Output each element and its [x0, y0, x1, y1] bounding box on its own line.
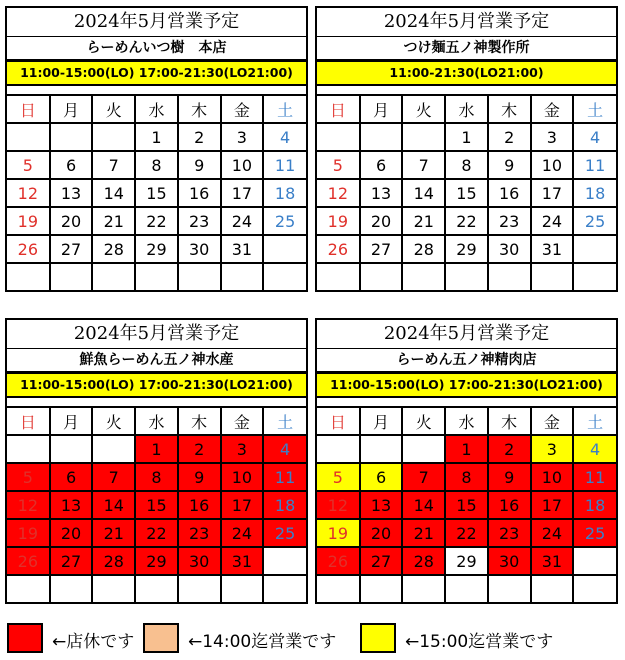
- day-cell-31: 31: [531, 547, 574, 575]
- day-cell-24: 24: [531, 519, 574, 547]
- day-cell-29: 29: [135, 235, 178, 263]
- empty-cell: [573, 235, 616, 263]
- day-cell-2: 2: [178, 123, 221, 151]
- empty-cell: [360, 123, 403, 151]
- calendar-grid: [7, 406, 306, 602]
- calendar-title: 2024年5月営業予定: [7, 8, 306, 37]
- day-cell-10: 10: [531, 151, 574, 179]
- day-cell-1: 1: [445, 435, 488, 463]
- weekday-header: 月: [360, 95, 403, 123]
- day-cell-22: 22: [445, 207, 488, 235]
- day-cell-23: 23: [178, 207, 221, 235]
- empty-cell: [50, 263, 93, 290]
- calendar-panel-suisan: [5, 318, 308, 604]
- day-cell-7: 7: [92, 151, 135, 179]
- day-cell-23: 23: [178, 519, 221, 547]
- day-cell-21: 21: [92, 207, 135, 235]
- weekday-header: 土: [573, 407, 616, 435]
- day-cell-3: 3: [221, 435, 264, 463]
- weekday-header: 日: [7, 95, 50, 123]
- weekday-header: 日: [317, 407, 360, 435]
- empty-cell: [263, 263, 306, 290]
- day-cell-2: 2: [178, 435, 221, 463]
- legend-until15-swatch: [360, 623, 396, 653]
- day-cell-18: 18: [573, 491, 616, 519]
- calendar-grid: [7, 94, 306, 290]
- day-cell-20: 20: [360, 207, 403, 235]
- empty-cell: [135, 575, 178, 602]
- weekday-header: 火: [402, 95, 445, 123]
- day-cell-14: 14: [92, 491, 135, 519]
- day-cell-12: 12: [317, 179, 360, 207]
- day-cell-29: 29: [445, 547, 488, 575]
- day-cell-8: 8: [445, 463, 488, 491]
- day-cell-24: 24: [221, 519, 264, 547]
- day-cell-12: 12: [317, 491, 360, 519]
- empty-cell: [402, 575, 445, 602]
- legend-closed-swatch: [7, 623, 43, 653]
- day-cell-26: 26: [7, 235, 50, 263]
- day-cell-21: 21: [402, 519, 445, 547]
- day-cell-28: 28: [92, 547, 135, 575]
- day-cell-25: 25: [263, 519, 306, 547]
- day-cell-19: 19: [7, 519, 50, 547]
- empty-cell: [178, 263, 221, 290]
- day-cell-18: 18: [263, 179, 306, 207]
- weekday-header: 水: [135, 95, 178, 123]
- day-cell-31: 31: [531, 235, 574, 263]
- empty-cell: [92, 575, 135, 602]
- empty-cell: [7, 435, 50, 463]
- calendar-panel-seinikuten: [315, 318, 618, 604]
- day-cell-16: 16: [178, 179, 221, 207]
- empty-cell: [573, 263, 616, 290]
- day-cell-20: 20: [50, 207, 93, 235]
- day-cell-19: 19: [7, 207, 50, 235]
- empty-cell: [360, 263, 403, 290]
- day-cell-25: 25: [573, 519, 616, 547]
- empty-cell: [50, 575, 93, 602]
- weekday-header: 水: [445, 407, 488, 435]
- shop-name: つけ麺五ノ神製作所: [317, 37, 616, 60]
- day-cell-17: 17: [531, 179, 574, 207]
- empty-cell: [445, 263, 488, 290]
- weekday-header: 木: [178, 407, 221, 435]
- business-hours: 11:00-21:30(LO21:00): [315, 60, 618, 86]
- day-cell-22: 22: [445, 519, 488, 547]
- day-cell-17: 17: [531, 491, 574, 519]
- weekday-header: 火: [92, 407, 135, 435]
- empty-cell: [317, 263, 360, 290]
- empty-cell: [360, 575, 403, 602]
- day-cell-20: 20: [360, 519, 403, 547]
- weekday-header: 月: [360, 407, 403, 435]
- day-cell-5: 5: [317, 463, 360, 491]
- empty-cell: [317, 435, 360, 463]
- day-cell-26: 26: [317, 547, 360, 575]
- day-cell-28: 28: [92, 235, 135, 263]
- day-cell-30: 30: [488, 547, 531, 575]
- weekday-header: 土: [573, 95, 616, 123]
- weekday-header: 木: [488, 95, 531, 123]
- day-cell-16: 16: [488, 491, 531, 519]
- shop-name: らーめんいつ樹 本店: [7, 37, 306, 60]
- day-cell-13: 13: [360, 491, 403, 519]
- day-cell-14: 14: [402, 491, 445, 519]
- empty-cell: [50, 435, 93, 463]
- day-cell-7: 7: [402, 463, 445, 491]
- empty-cell: [221, 575, 264, 602]
- day-cell-5: 5: [317, 151, 360, 179]
- day-cell-6: 6: [360, 151, 403, 179]
- day-cell-19: 19: [317, 207, 360, 235]
- day-cell-24: 24: [531, 207, 574, 235]
- day-cell-27: 27: [50, 235, 93, 263]
- calendar-title: 2024年5月営業予定: [317, 8, 616, 37]
- day-cell-9: 9: [178, 463, 221, 491]
- day-cell-25: 25: [573, 207, 616, 235]
- day-cell-11: 11: [573, 463, 616, 491]
- empty-cell: [92, 435, 135, 463]
- day-cell-31: 31: [221, 547, 264, 575]
- day-cell-14: 14: [92, 179, 135, 207]
- empty-cell: [92, 123, 135, 151]
- day-cell-12: 12: [7, 179, 50, 207]
- empty-cell: [445, 575, 488, 602]
- day-cell-30: 30: [178, 235, 221, 263]
- empty-cell: [531, 575, 574, 602]
- empty-cell: [317, 575, 360, 602]
- day-cell-30: 30: [178, 547, 221, 575]
- weekday-header: 月: [50, 95, 93, 123]
- empty-cell: [488, 263, 531, 290]
- weekday-header: 水: [445, 95, 488, 123]
- day-cell-14: 14: [402, 179, 445, 207]
- weekday-header: 金: [221, 95, 264, 123]
- day-cell-22: 22: [135, 207, 178, 235]
- calendar-grid: [317, 94, 616, 290]
- weekday-header: 火: [402, 407, 445, 435]
- day-cell-18: 18: [573, 179, 616, 207]
- day-cell-27: 27: [360, 547, 403, 575]
- weekday-header: 土: [263, 95, 306, 123]
- day-cell-7: 7: [92, 463, 135, 491]
- calendar-panel-honten: [5, 6, 308, 292]
- legend-closed-label: ←店休です: [52, 632, 135, 652]
- day-cell-4: 4: [263, 435, 306, 463]
- day-cell-5: 5: [7, 151, 50, 179]
- empty-cell: [531, 263, 574, 290]
- empty-cell: [7, 263, 50, 290]
- empty-cell: [263, 547, 306, 575]
- calendar-title: 2024年5月営業予定: [317, 320, 616, 349]
- day-cell-16: 16: [488, 179, 531, 207]
- empty-cell: [178, 575, 221, 602]
- day-cell-23: 23: [488, 519, 531, 547]
- day-cell-6: 6: [50, 151, 93, 179]
- day-cell-4: 4: [263, 123, 306, 151]
- day-cell-13: 13: [50, 491, 93, 519]
- day-cell-4: 4: [573, 435, 616, 463]
- business-hours: 11:00-15:00(LO) 17:00-21:30(LO21:00): [315, 372, 618, 398]
- empty-cell: [573, 547, 616, 575]
- calendar-title: 2024年5月営業予定: [7, 320, 306, 349]
- empty-cell: [402, 123, 445, 151]
- weekday-header: 金: [531, 95, 574, 123]
- day-cell-28: 28: [402, 547, 445, 575]
- day-cell-15: 15: [445, 179, 488, 207]
- weekday-header: 日: [317, 95, 360, 123]
- legend-until14-label: ←14:00迄営業です: [188, 632, 337, 652]
- day-cell-4: 4: [573, 123, 616, 151]
- weekday-header: 水: [135, 407, 178, 435]
- empty-cell: [317, 123, 360, 151]
- day-cell-28: 28: [402, 235, 445, 263]
- weekday-header: 木: [178, 95, 221, 123]
- shop-name: らーめん五ノ神精肉店: [317, 349, 616, 372]
- weekday-header: 日: [7, 407, 50, 435]
- day-cell-20: 20: [50, 519, 93, 547]
- empty-cell: [573, 575, 616, 602]
- day-cell-17: 17: [221, 491, 264, 519]
- day-cell-26: 26: [317, 235, 360, 263]
- day-cell-1: 1: [445, 123, 488, 151]
- empty-cell: [360, 435, 403, 463]
- weekday-header: 金: [531, 407, 574, 435]
- day-cell-6: 6: [360, 463, 403, 491]
- day-cell-10: 10: [531, 463, 574, 491]
- day-cell-2: 2: [488, 435, 531, 463]
- day-cell-27: 27: [360, 235, 403, 263]
- day-cell-30: 30: [488, 235, 531, 263]
- day-cell-29: 29: [135, 547, 178, 575]
- day-cell-3: 3: [221, 123, 264, 151]
- weekday-header: 金: [221, 407, 264, 435]
- day-cell-25: 25: [263, 207, 306, 235]
- empty-cell: [135, 263, 178, 290]
- day-cell-22: 22: [135, 519, 178, 547]
- day-cell-11: 11: [263, 463, 306, 491]
- day-cell-11: 11: [263, 151, 306, 179]
- business-hours: 11:00-15:00(LO) 17:00-21:30(LO21:00): [5, 372, 308, 398]
- day-cell-21: 21: [92, 519, 135, 547]
- day-cell-12: 12: [7, 491, 50, 519]
- day-cell-9: 9: [488, 463, 531, 491]
- calendar-grid: [317, 406, 616, 602]
- day-cell-15: 15: [135, 179, 178, 207]
- day-cell-3: 3: [531, 435, 574, 463]
- day-cell-19: 19: [317, 519, 360, 547]
- day-cell-16: 16: [178, 491, 221, 519]
- day-cell-18: 18: [263, 491, 306, 519]
- day-cell-8: 8: [135, 463, 178, 491]
- legend-until14-swatch: [143, 623, 179, 653]
- weekday-header: 月: [50, 407, 93, 435]
- day-cell-9: 9: [488, 151, 531, 179]
- day-cell-8: 8: [135, 151, 178, 179]
- day-cell-6: 6: [50, 463, 93, 491]
- empty-cell: [221, 263, 264, 290]
- day-cell-31: 31: [221, 235, 264, 263]
- weekday-header: 火: [92, 95, 135, 123]
- day-cell-17: 17: [221, 179, 264, 207]
- day-cell-23: 23: [488, 207, 531, 235]
- day-cell-27: 27: [50, 547, 93, 575]
- empty-cell: [263, 235, 306, 263]
- empty-cell: [402, 435, 445, 463]
- day-cell-2: 2: [488, 123, 531, 151]
- day-cell-1: 1: [135, 123, 178, 151]
- legend-until15-label: ←15:00迄営業です: [405, 632, 554, 652]
- day-cell-1: 1: [135, 435, 178, 463]
- day-cell-29: 29: [445, 235, 488, 263]
- day-cell-15: 15: [445, 491, 488, 519]
- day-cell-9: 9: [178, 151, 221, 179]
- day-cell-24: 24: [221, 207, 264, 235]
- empty-cell: [50, 123, 93, 151]
- day-cell-26: 26: [7, 547, 50, 575]
- empty-cell: [402, 263, 445, 290]
- day-cell-11: 11: [573, 151, 616, 179]
- day-cell-7: 7: [402, 151, 445, 179]
- day-cell-10: 10: [221, 151, 264, 179]
- day-cell-13: 13: [50, 179, 93, 207]
- day-cell-10: 10: [221, 463, 264, 491]
- day-cell-5: 5: [7, 463, 50, 491]
- day-cell-21: 21: [402, 207, 445, 235]
- calendar-panel-seisakusho: [315, 6, 618, 292]
- day-cell-15: 15: [135, 491, 178, 519]
- weekday-header: 木: [488, 407, 531, 435]
- business-hours: 11:00-15:00(LO) 17:00-21:30(LO21:00): [5, 60, 308, 86]
- day-cell-13: 13: [360, 179, 403, 207]
- weekday-header: 土: [263, 407, 306, 435]
- day-cell-3: 3: [531, 123, 574, 151]
- day-cell-8: 8: [445, 151, 488, 179]
- empty-cell: [92, 263, 135, 290]
- legend: [0, 615, 625, 655]
- empty-cell: [7, 575, 50, 602]
- empty-cell: [488, 575, 531, 602]
- empty-cell: [263, 575, 306, 602]
- shop-name: 鮮魚らーめん五ノ神水産: [7, 349, 306, 372]
- empty-cell: [7, 123, 50, 151]
